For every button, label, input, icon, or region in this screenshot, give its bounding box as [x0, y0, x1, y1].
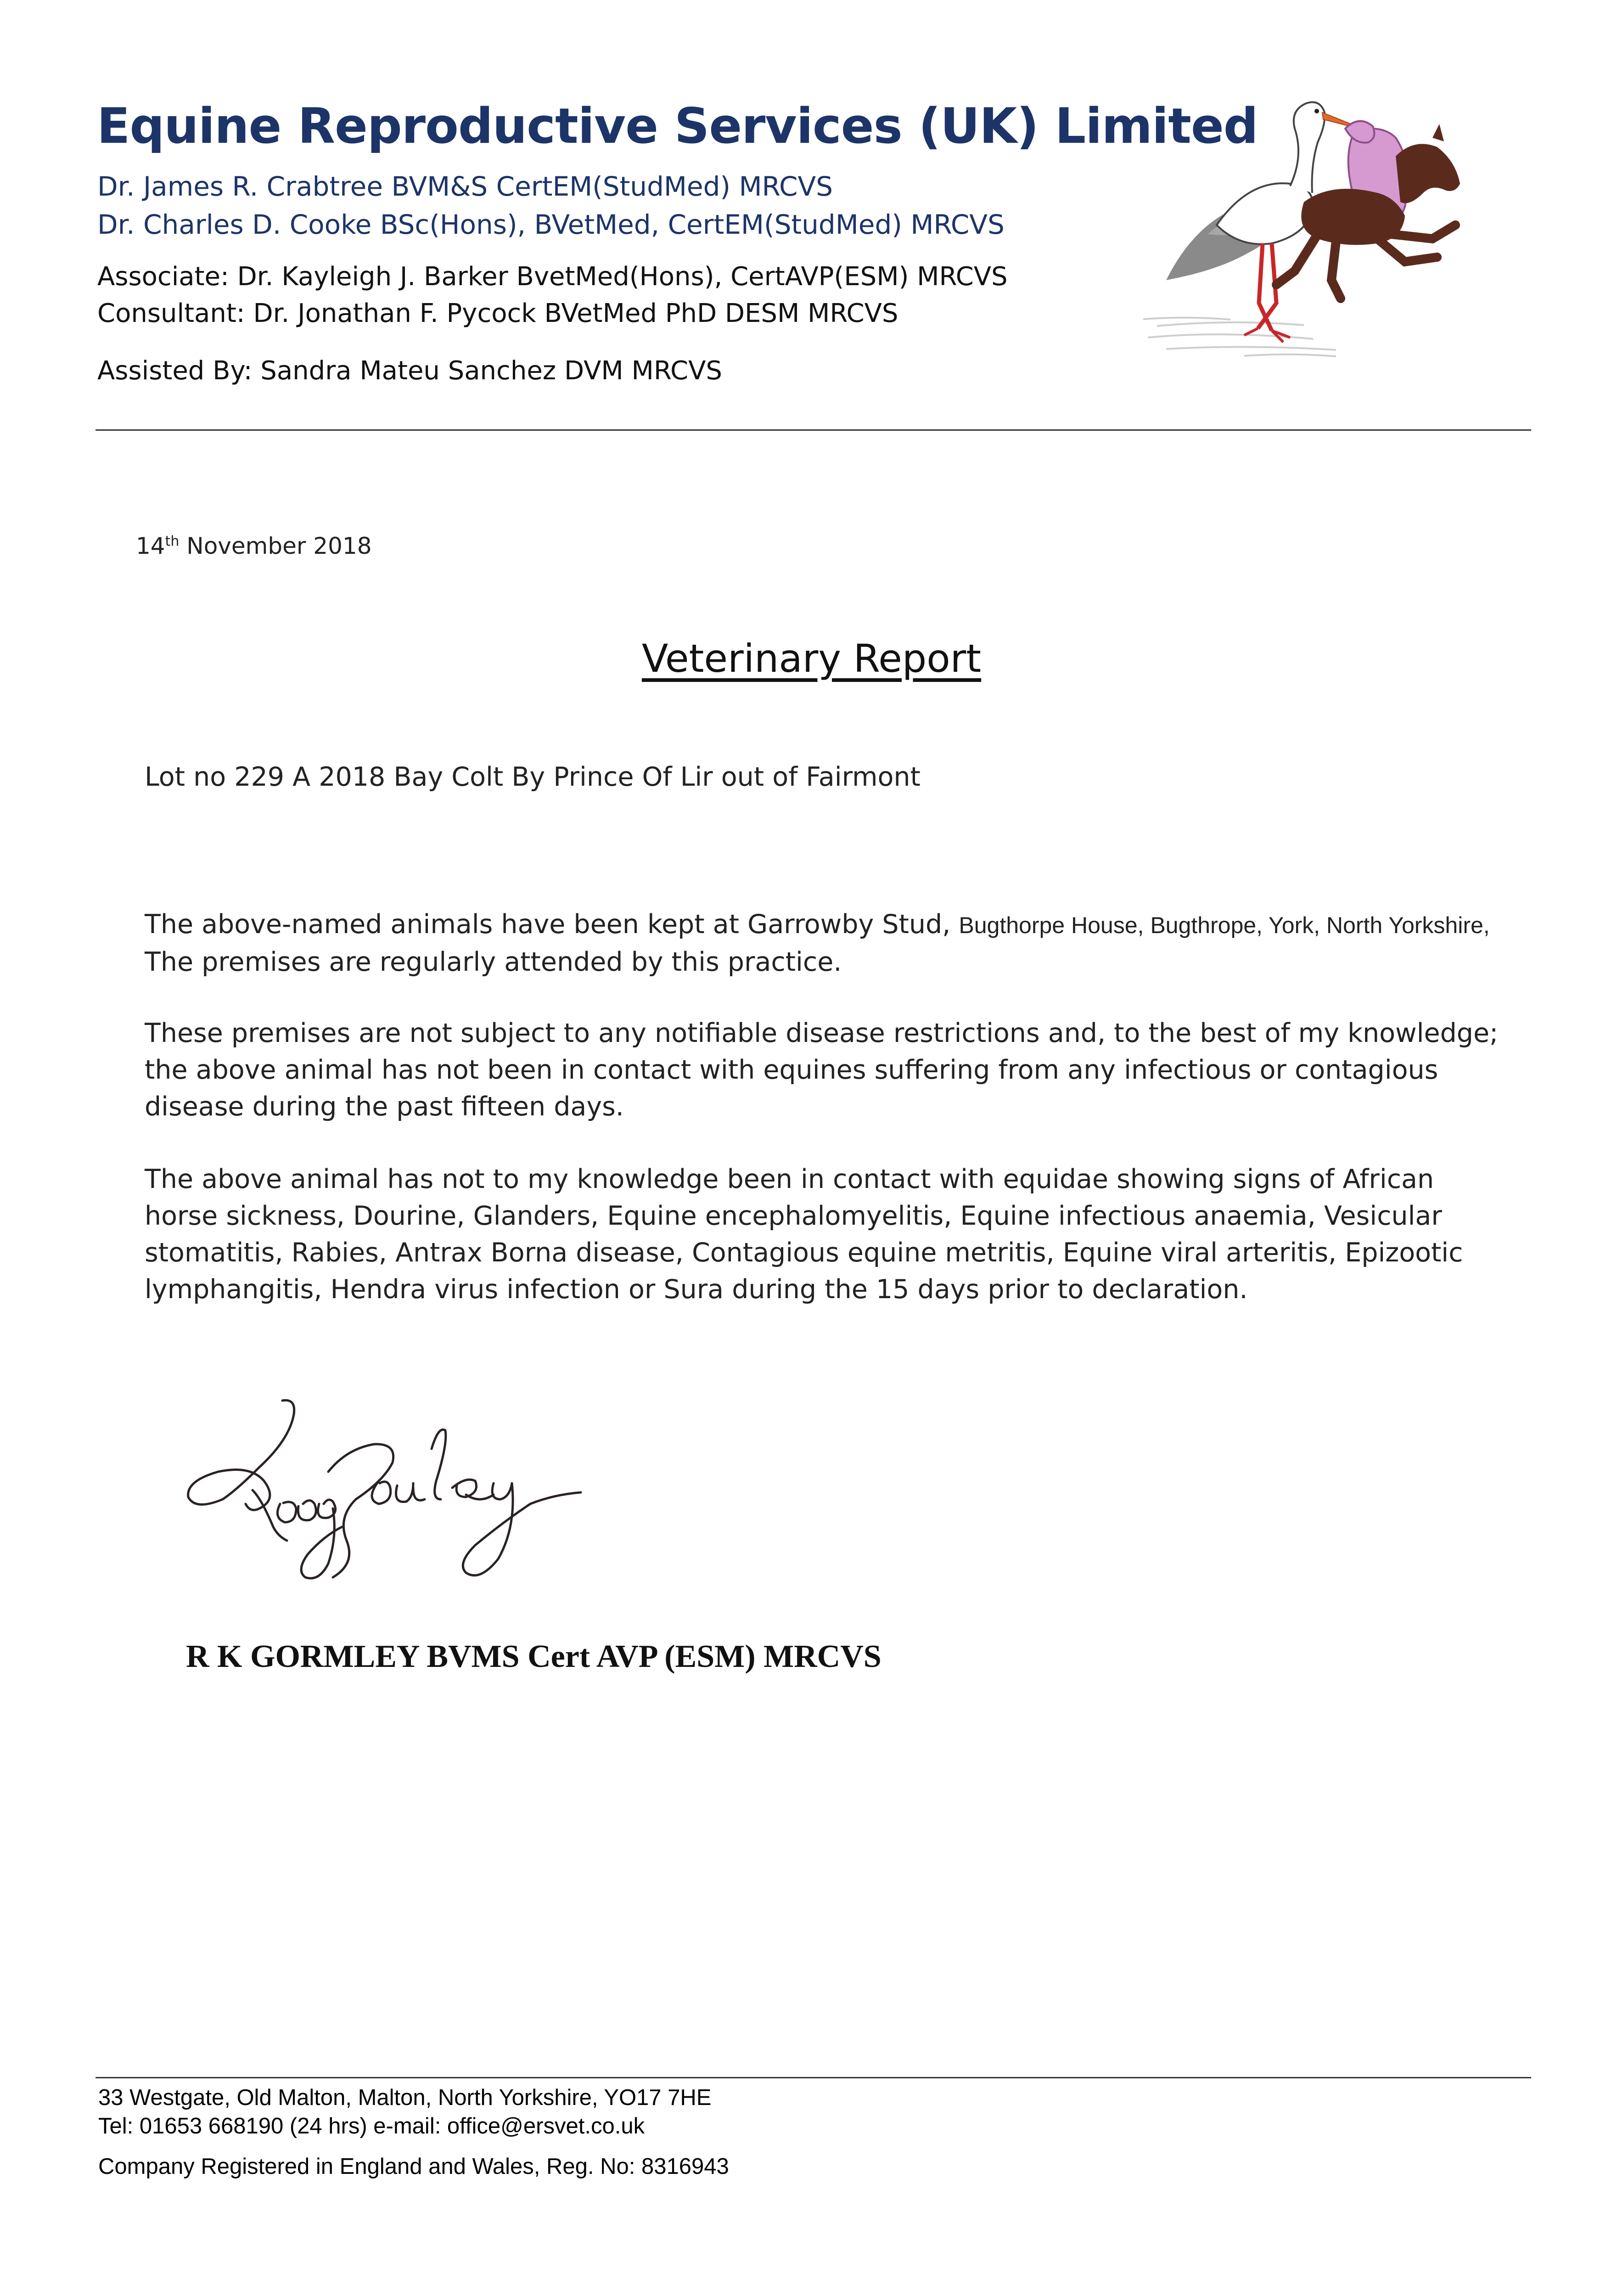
assisted-by-line: Assisted By: Sandra Mateu Sanchez DVM MRCVS — [97, 356, 722, 386]
report-title: Veterinary Report — [641, 636, 982, 681]
paragraph-diseases: The above animal has not to my knowledge been in contact with equidae showing signs of African horse sickness, Dourine, Glanders, Equine encephalomyelitis, Equine infectious anaemia, Vesicular stomatitis, Rabies, Antrax Borna disease, Contagious equine metritis, Equine viral arteritis, Epizootic lymphangitis, Hendra virus infection or Sura during the 15 days prior to declaration. — [145, 1164, 1463, 1305]
paragraph-premises: The above-named animals have been kept at Garrowby Stud, Bugthorpe House, Bugthrope, York, North Yorkshire, The premises are regularly attended by this practice. — [145, 909, 1490, 977]
stork-logo-icon — [1139, 87, 1488, 367]
report-date: 14th November 2018 — [136, 533, 372, 559]
footer-divider — [95, 2077, 1531, 2078]
footer-registration: Company Registered in England and Wales, Reg. No: 8316943 — [98, 2154, 729, 2179]
stud-address: Bugthorpe House, Bugthrope, York, North Yorkshire, — [959, 912, 1490, 938]
partner-1: Dr. James R. Crabtree BVM&S CertEM(StudMed) MRCVS — [97, 171, 833, 202]
company-name: Equine Reproductive Services (UK) Limited — [97, 98, 1258, 154]
partner-2: Dr. Charles D. Cooke BSc(Hons), BVetMed, CertEM(StudMed) MRCVS — [97, 209, 1005, 240]
header-divider — [95, 429, 1531, 431]
paragraph-restrictions: These premises are not subject to any notifiable disease restrictions and, to the best of my knowledge; the above animal has not been in contact with equines suffering from any infectious or contagious disease during the past fifteen days. — [145, 1018, 1499, 1122]
lot-description: Lot no 229 A 2018 Bay Colt By Prince Of Lir out of Fairmont — [145, 762, 921, 792]
footer-contact: Tel: 01653 668190 (24 hrs) e-mail: office@ersvet.co.uk — [98, 2114, 645, 2138]
associate-line: Associate: Dr. Kayleigh J. Barker BvetMed(Hons), CertAVP(ESM) MRCVS — [97, 262, 1008, 292]
consultant-line: Consultant: Dr. Jonathan F. Pycock BVetMed PhD DESM MRCVS — [97, 298, 899, 328]
handwritten-signature — [181, 1389, 650, 1605]
footer-address: 33 Westgate, Old Malton, Malton, North Yorkshire, YO17 7HE — [98, 2085, 712, 2110]
signatory-name: R K GORMLEY BVMS Cert AVP (ESM) MRCVS — [186, 1639, 882, 1674]
